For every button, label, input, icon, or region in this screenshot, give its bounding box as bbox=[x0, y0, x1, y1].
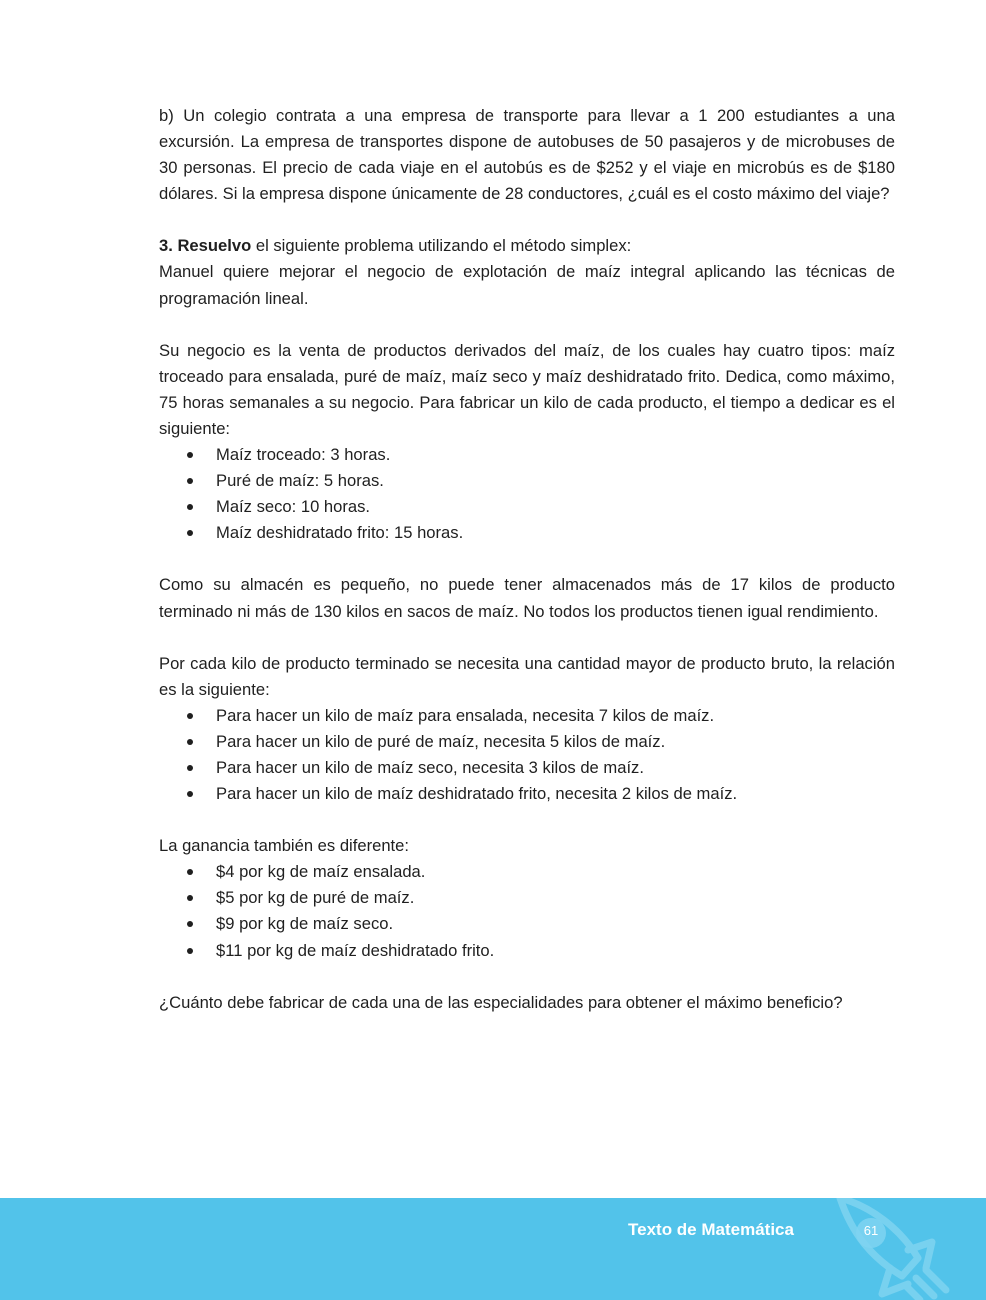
raw-product-list bbox=[159, 703, 895, 807]
storage-paragraph: Como su almacén es pequeño, no puede tener almacenados más de 17 kilos de producto terminado ni más de 130 kilos en sacos de maíz. No todos los productos tienen igual rendimiento. bbox=[159, 575, 895, 621]
time-list bbox=[159, 442, 895, 546]
list-item: $11 por kg de maíz deshidratado frito. bbox=[159, 938, 895, 964]
bullet-icon bbox=[187, 452, 193, 458]
section-3-intro: Manuel quiere mejorar el negocio de explotación de maíz integral aplicando las técnicas de programación lineal. bbox=[159, 262, 895, 308]
bullet-icon bbox=[187, 895, 193, 901]
bullet-icon bbox=[187, 921, 193, 927]
section-3-title: el siguiente problema utilizando el método simplex: bbox=[251, 236, 632, 256]
page-number: 61 bbox=[863, 1223, 879, 1238]
list-item: Para hacer un kilo de puré de maíz, necesita 5 kilos de maíz. bbox=[159, 729, 895, 755]
page-footer bbox=[0, 1198, 986, 1300]
footer-title: Texto de Matemática bbox=[628, 1220, 794, 1239]
list-item: Maíz seco: 10 horas. bbox=[159, 494, 895, 520]
list-item: $4 por kg de maíz ensalada. bbox=[159, 859, 895, 885]
list-item: $9 por kg de maíz seco. bbox=[159, 911, 895, 937]
profit-paragraph: La ganancia también es diferente: bbox=[159, 836, 410, 856]
business-paragraph: Su negocio es la venta de productos derivados del maíz, de los cuales hay cuatro tipos: maíz troceado para ensalada, puré de maíz, maíz seco y maíz deshidratado frito. Dedica, como máximo, 75 horas semanales a su negocio. Para fabricar un kilo de cada producto, el tiempo a dedicar es el siguiente: bbox=[159, 340, 895, 438]
bullet-icon bbox=[187, 530, 193, 536]
list-item: Para hacer un kilo de maíz seco, necesita 3 kilos de maíz. bbox=[159, 755, 895, 781]
list-item: Para hacer un kilo de maíz deshidratado frito, necesita 2 kilos de maíz. bbox=[159, 781, 895, 807]
bullet-icon bbox=[187, 478, 193, 484]
problem-b: b) Un colegio contrata a una empresa de transporte para llevar a 1 200 estudiantes a una excursión. La empresa de transportes dispone de autobuses de 50 pasajeros y de microbuses de 30 personas. El precio de cada viaje en el autobús es de $252 y el viaje en microbús es de $180 dólares. Si la empresa dispone únicamente de 28 conductores, ¿cuál es el costo máximo del viaje? bbox=[159, 106, 895, 204]
raw-product-paragraph: Por cada kilo de producto terminado se necesita una cantidad mayor de producto bruto, la relación es la siguiente: bbox=[159, 653, 895, 699]
list-item: Para hacer un kilo de maíz para ensalada, necesita 7 kilos de maíz. bbox=[159, 703, 895, 729]
bullet-icon bbox=[187, 765, 193, 771]
section-3-heading bbox=[159, 233, 895, 259]
rocket-icon bbox=[830, 1198, 950, 1300]
list-item: Maíz deshidratado frito: 15 horas. bbox=[159, 520, 895, 546]
list-item: $5 por kg de puré de maíz. bbox=[159, 885, 895, 911]
list-item: Maíz troceado: 3 horas. bbox=[159, 442, 895, 468]
section-3-number: 3. Resuelvo bbox=[159, 236, 252, 256]
bullet-icon bbox=[187, 504, 193, 510]
final-question: ¿Cuánto debe fabricar de cada una de las especialidades para obtener el máximo beneficio? bbox=[159, 992, 843, 1012]
bullet-icon bbox=[187, 713, 193, 719]
bullet-icon bbox=[187, 739, 193, 745]
bullet-icon bbox=[187, 869, 193, 875]
bullet-icon bbox=[187, 948, 193, 954]
list-item: Puré de maíz: 5 horas. bbox=[159, 468, 895, 494]
bullet-icon bbox=[187, 791, 193, 797]
page-content bbox=[159, 103, 895, 1016]
profit-list bbox=[159, 859, 895, 963]
